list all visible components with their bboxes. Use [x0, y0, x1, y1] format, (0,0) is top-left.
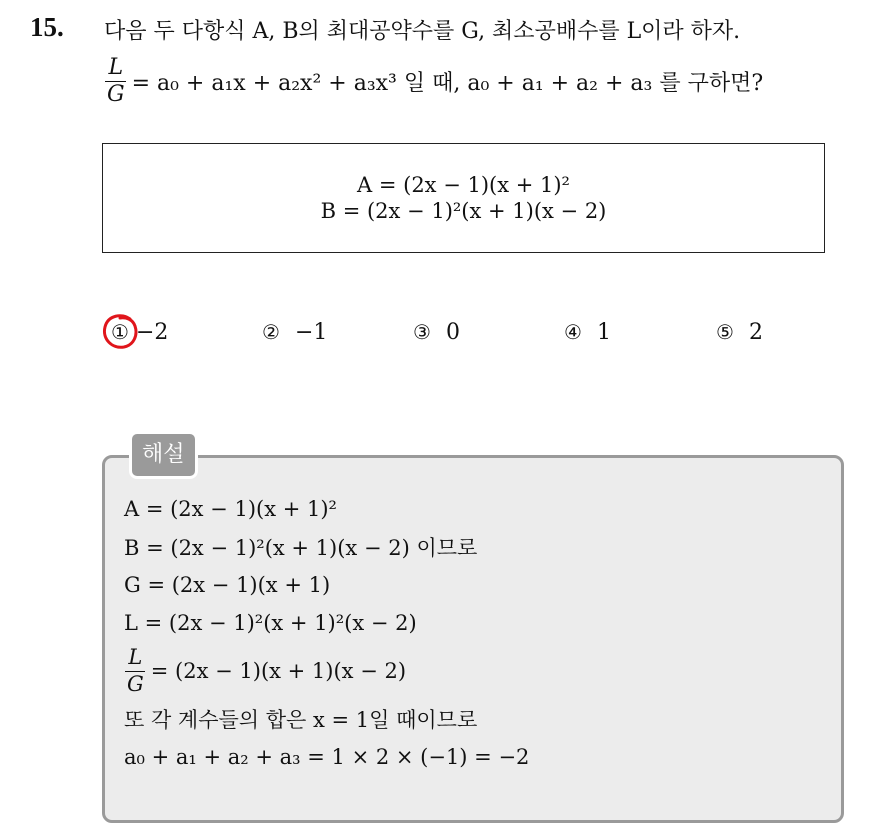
explanation-line-5 [124, 642, 529, 700]
explanation-fraction-denominator: G [127, 671, 144, 696]
explanation-fraction-numerator: L [125, 646, 145, 671]
choice-5-number: ⑤ [716, 320, 734, 344]
fraction-denominator: G [107, 82, 125, 108]
explanation-line-3: G = (2x − 1)(x + 1) [124, 573, 331, 597]
explanation-line-5-rest: = (2x − 1)(x + 1)(x − 2) [150, 659, 407, 683]
choice-2[interactable] [262, 320, 327, 345]
choice-1-number: ① [111, 320, 129, 344]
fraction-numerator: L [105, 56, 126, 82]
choice-2-value: −1 [294, 320, 328, 345]
choice-3-value: 0 [445, 320, 460, 345]
given-eq-a: A = (2x − 1)(x + 1)² [357, 173, 570, 197]
question-number: 15. [30, 12, 64, 42]
fraction-l-over-g [104, 56, 128, 107]
explanation-line-2: B = (2x − 1)²(x + 1)(x − 2) 이므로 [124, 536, 478, 560]
choice-5[interactable] [716, 320, 763, 345]
choice-1-value: −2 [135, 320, 169, 345]
choice-4-value: 1 [596, 320, 611, 345]
explanation-line-6: 또 각 계수들의 합은 x = 1일 때이므로 [124, 708, 478, 732]
given-polynomials-box [102, 143, 825, 253]
choice-4-number: ④ [564, 320, 582, 344]
explanation-tab: 해설 [129, 431, 198, 479]
selected-answer-circle-mark [100, 311, 142, 353]
question-text-line2-rest: = a₀ + a₁x + a₂x² + a₃x³ 일 때, a₀ + a₁ + a₂ + a₃ 를 구하면? [131, 71, 764, 97]
question-text-line2 [104, 56, 763, 107]
explanation-line-7: a₀ + a₁ + a₂ + a₃ = 1 × 2 × (−1) = −2 [124, 745, 530, 769]
explanation-lines [124, 490, 529, 776]
explanation-line-1: A = (2x − 1)(x + 1)² [124, 497, 337, 521]
explanation-fraction [124, 646, 147, 695]
choice-4[interactable] [564, 320, 611, 345]
choice-5-value: 2 [748, 320, 763, 345]
explanation-line-4: L = (2x − 1)²(x + 1)²(x − 2) [124, 611, 417, 635]
given-eq-b: B = (2x − 1)²(x + 1)(x − 2) [320, 199, 607, 223]
choice-3-number: ③ [413, 320, 431, 344]
choice-2-number: ② [262, 320, 280, 344]
choice-3[interactable] [413, 320, 460, 345]
question-text-line1: 다음 두 다항식 A, B의 최대공약수를 G, 최소공배수를 L이라 하자. [104, 19, 741, 44]
